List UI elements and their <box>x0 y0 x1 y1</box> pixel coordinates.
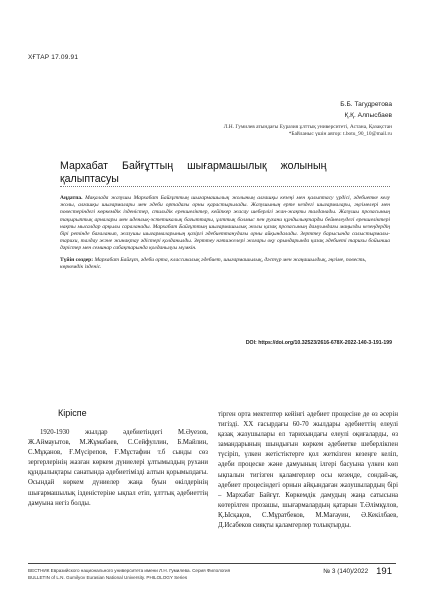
title-word: Мархабат <box>60 160 109 172</box>
body-column-right <box>218 410 398 560</box>
abstract-divider <box>60 186 390 187</box>
doi-link[interactable]: DOI: https://doi.org/10.32523/2616-678X-2022-140-3-191-199 <box>245 340 392 346</box>
title-word: жолының <box>280 160 327 172</box>
abstract-label: Аңдатпа. <box>60 195 83 201</box>
body-paragraph: 1920-1930 жылдар әдебиетіндегі М.Әуезов, Ж.Аймауытов, М.Жұмабаев, С.Сейфуллин, Б.Майлин, С.Мұқанов, Ғ.Мүсірепов, Ғ.Мұстафин т.б сынды сөз зергерлерінің жазған көркем дүниелері ұлтымыздың рухани құндылықтары санатында әдебиетімізді алтын қорымыздағы. Осындай көркем дүниелер жаңа буын өкілдерінің шығармашылық ізденістеріне ықпал етіп, ұлттық әдебиеттің дамуына негіз болды. <box>28 429 208 507</box>
body-column-left <box>28 428 208 588</box>
abstract-text <box>60 195 390 253</box>
affiliation-block <box>224 124 392 139</box>
title-line-2: қалыптасуы <box>60 173 119 185</box>
title-word: Байғұттың <box>122 160 174 172</box>
journal-footer <box>28 567 230 581</box>
journal-name-en: BULLETIN of L.N. Gumilyov Eurasian National University. PHILOLOGY Series <box>28 575 188 580</box>
authors-block <box>340 99 392 121</box>
page-number: 191 <box>376 566 392 577</box>
author-name: Қ.Қ. Алпысбаев <box>344 112 392 119</box>
article-title <box>60 160 380 186</box>
keywords-body: Мархабат Байғұт, әдеби орта, классикалық әдебиет, шығармашылық, дәстүр мен жаңашылдық, әңгіме, повесть, көркемдік ізденіс. <box>60 256 367 270</box>
affiliation-university: Л.Н. Гумилев атындағы Еуразия ұлттық университеті, Астана, Қазақстан <box>223 124 392 130</box>
affiliation-contact: *Байланыс үшін автор: t.botu_90_10@mail.ru <box>288 131 392 138</box>
abstract-section <box>60 186 390 338</box>
journal-name-ru: ВЕСТНИК Евразийского национального университета имени Л.Н. Гумилева. Серия Филология <box>28 568 231 573</box>
issue-number: № 3 (140)/2022 <box>323 568 369 575</box>
section-heading-introduction: Кіріспе <box>58 408 87 418</box>
irsti-code: ХҒТАР 17.09.91 <box>28 54 79 61</box>
body-paragraph: тірген орта мектептер кейінгі әдебиет процесіне де өз әсерін тигізді. ХХ ғасырдағы 60-70 жылдары әдебиеттің елеулі қазақ жазушылары ел тарихындағы елеулі оқиғаларды, өз замандарының шындығын көркем әдебиетке шеберлікпен түсіріп, үлкен жетістіктерге қол жеткізген кезеңге келіп, әдеби процеске және дамуының ілгері басуына үлкен көп ықпалын тигізген қаламгерлер осы кезеңде, сондай-ақ, әдебиет процесіндегі орнын айқындаған жазушылардың бірі – Мархабат Байғұт. Көркемдік дамудың жаңа сатысына көтерілген прозашы, шығармалардың қатарын Т.Әлімқұлов, Қ.Ысқақов, С.Мұратбеков, М.Мағауин, Ә.Кекілбаев, Д.Исабеков сияқты қаламгерлер толықтырды. <box>218 411 398 530</box>
author-name: Б.Б. Тагудретова <box>340 101 392 108</box>
abstract-body: Мақалада жазушы Мархабат Байғұттың шығармашылық жолының алғашқы кезеңі мен қалыптасу үрдісі, әдебиетке келу жолы, алғашқы шығармалары мен әдеби ортадағы орны қарастырылады. Жазушының ерте кездегі шығармалары, әңгімелері мен повестеріндегі көркемдік ізденістер, стильдік ерекшеліктер, кейіпкер жасау шеберлігі жан-жақты талданады. Жазушы прозасының тақырыптық арналары мен идеялық-эстетикалық бағыттары, ұлттық болмыс пен рухани құндылықтарды бейнелеудегі ерекшеліктері нақты мысалдар арқылы сараланады. Мархабат Байғұттың шығармашылық жолы қазақ прозасының дамуындағы маңызды кезеңдердің бірі ретінде бағаланып, жазушы шығармаларының қазіргі әдебиеттанудағы орны айқындалады. Зерттеу барысында салыстырмалы-тарихи, талдау және жинақтау әдістері қолданылды. Зерттеу нәтижелері жоғары оқу орындарында қазақ әдебиеті тарихы бойынша дәрістер мен семинар сабақтарында қолданылуы мүмкін. <box>60 195 390 252</box>
title-word: шығармашылық <box>187 160 267 172</box>
footer-divider <box>28 563 396 564</box>
title-line-1 <box>60 160 380 173</box>
keywords <box>60 257 390 271</box>
keywords-label: Түйін сөздер: <box>60 256 94 263</box>
footer-issue-block <box>323 566 392 577</box>
